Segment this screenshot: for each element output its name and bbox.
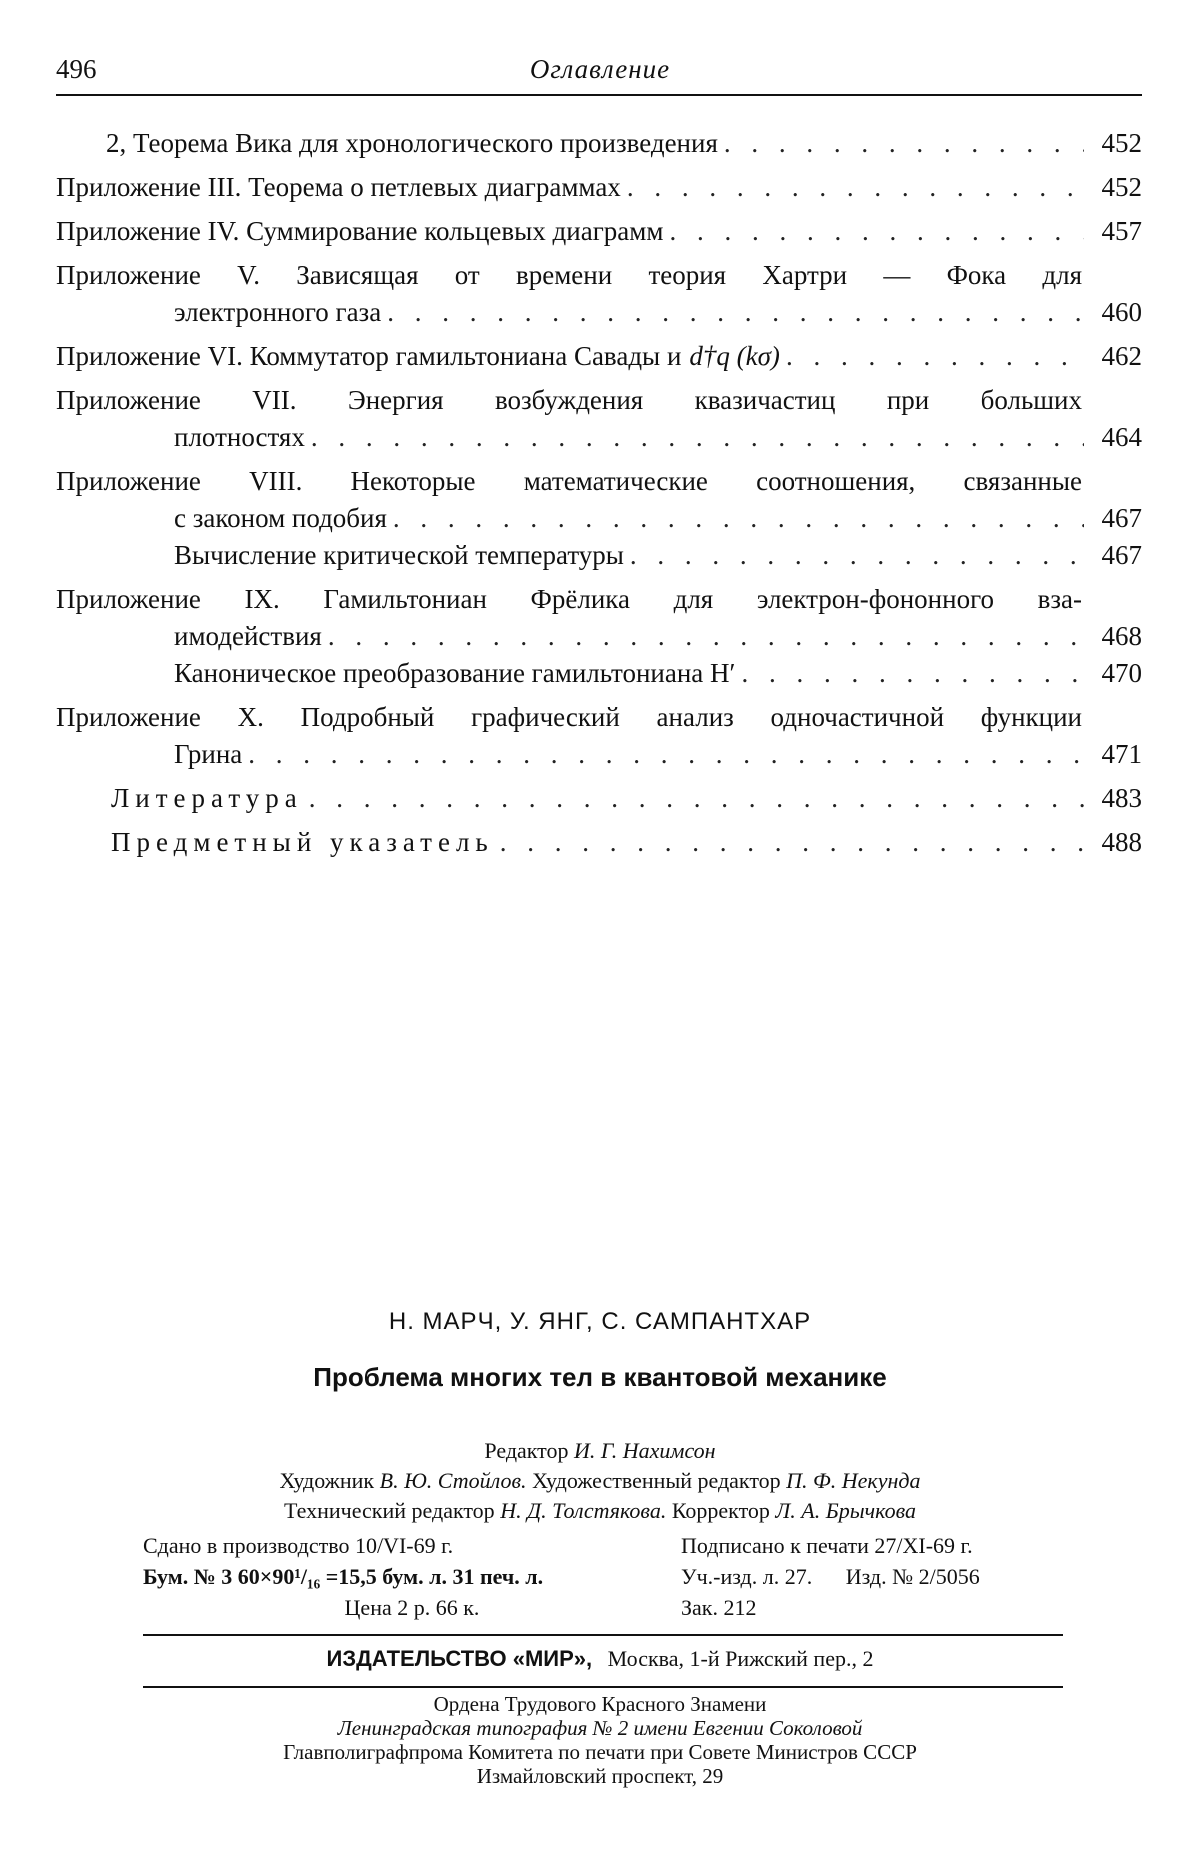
- publisher: [0, 1646, 1200, 1672]
- dot-leader: [669, 213, 1084, 250]
- authors: Н. МАРЧ, У. ЯНГ, С. САМПАНТХАР: [388, 1308, 812, 1335]
- dot-leader: [393, 500, 1084, 537]
- toc-entry: [56, 463, 1142, 537]
- toc-page-number: 452: [1101, 172, 1142, 202]
- editor-name: И. Г. Нахимсон: [574, 1438, 716, 1463]
- print-data: [143, 1530, 1063, 1623]
- toc-entry-title: Каноническое преобразование гамильтониана H′: [174, 658, 736, 688]
- dot-leader: [630, 537, 1084, 574]
- edition-number: Изд. № 2/5056: [845, 1564, 980, 1589]
- toc-entry-title: 2, Теорема Вика для хронологического произведения: [106, 128, 718, 158]
- toc-entry-title-continued: Грина: [174, 739, 243, 769]
- corrector-name: Л. А. Брычкова: [775, 1498, 916, 1523]
- toc-entry-title: Приложение X. Подробный графический анализ одночастичной функции: [56, 702, 1082, 732]
- formula: d†q (kσ): [689, 341, 780, 371]
- toc-entry-title: Приложение IV. Суммирование кольцевых диаграмм: [56, 216, 664, 246]
- printer: [0, 1692, 1200, 1788]
- artist-name: В. Ю. Стойлов.: [379, 1468, 527, 1493]
- toc-entry-title: Приложение VIII. Некоторые математические соотношения, связанные: [56, 466, 1082, 496]
- dot-leader: [741, 655, 1084, 692]
- toc-entry-title: Литература: [111, 783, 303, 813]
- toc-page-number: 471: [1101, 739, 1142, 769]
- toc-page-number: 457: [1101, 216, 1142, 246]
- toc-page-number: 488: [1101, 827, 1142, 857]
- edition-sheets: Уч.-изд. л. 27.: [681, 1564, 813, 1589]
- artist-label: Художник: [279, 1468, 375, 1493]
- art-editor-label: Художественный редактор: [532, 1468, 781, 1493]
- toc-entry: [56, 213, 1142, 250]
- art-editor-name: П. Ф. Некунда: [786, 1468, 921, 1493]
- page-number: 496: [56, 54, 97, 84]
- publisher-address: Москва, 1-й Рижский пер., 2: [607, 1646, 874, 1671]
- toc-entry-title: Приложение VI. Коммутатор гамильтониана Савады и: [56, 341, 682, 371]
- dot-leader: [786, 338, 1084, 375]
- toc-entry-title-continued: имодействия: [174, 621, 322, 651]
- toc-entry-title: Предметный указатель: [111, 827, 494, 857]
- order-number: Зак. 212: [681, 1595, 757, 1620]
- toc-subentry: [56, 537, 1142, 574]
- toc-entry: [56, 824, 1142, 861]
- dot-leader: [724, 125, 1084, 162]
- toc-subentry: [56, 655, 1142, 692]
- toc-entry-title: Приложение VII. Энергия возбуждения квазичастиц при больших: [56, 385, 1082, 415]
- toc-page-number: 467: [1101, 540, 1142, 570]
- toc-entry-title: Приложение IX. Гамильтониан Фрёлика для электрон-фононного вза-: [56, 584, 1082, 614]
- toc-entry-title-continued: электронного газа: [174, 297, 382, 327]
- credits: [0, 1436, 1200, 1526]
- dot-leader: [248, 736, 1084, 773]
- toc-entry-title-continued: с законом подобия: [174, 503, 387, 533]
- dot-leader: [328, 618, 1084, 655]
- colophon-rule-top: [143, 1634, 1063, 1636]
- toc-page-number: 467: [1101, 503, 1142, 533]
- toc-page-number: 464: [1101, 422, 1142, 452]
- publisher-name: ИЗДАТЕЛЬСТВО «МИР»,: [326, 1646, 593, 1671]
- printer-line: Главполиграфпрома Комитета по печати при Совете Министров СССР: [283, 1740, 917, 1764]
- toc-page-number: 452: [1101, 128, 1142, 158]
- toc-entry: [56, 338, 1142, 375]
- printer-line: Измайловский проспект, 29: [476, 1764, 724, 1788]
- tech-editor-name: Н. Д. Толстякова.: [500, 1498, 667, 1523]
- toc-page-number: 462: [1101, 341, 1142, 371]
- signed-to-print: Подписано к печати 27/XI-69 г.: [681, 1533, 973, 1558]
- paper-format: Бум. № 3 60×90¹/₁₆ =15,5 бум. л. 31 печ. л.: [143, 1564, 544, 1589]
- toc-page-number: 460: [1101, 297, 1142, 327]
- toc-page-number: 468: [1101, 621, 1142, 651]
- colophon-rule-bottom: [143, 1686, 1063, 1688]
- dot-leader: [311, 419, 1084, 456]
- toc-entry-title-continued: плотностях: [174, 422, 305, 452]
- toc-entry: [56, 699, 1142, 773]
- printer-line: Ленинградская типография № 2 имени Евгении Соколовой: [337, 1716, 863, 1740]
- tech-editor-label: Технический редактор: [284, 1498, 495, 1523]
- price: Цена 2 р. 66 к.: [344, 1595, 480, 1620]
- toc-entry-title: Приложение V. Зависящая от времени теория Хартри — Фока для: [56, 260, 1082, 290]
- printer-line: Ордена Трудового Красного Знамени: [433, 1692, 767, 1716]
- toc-entry: [56, 257, 1142, 331]
- toc-entry: [56, 169, 1142, 206]
- running-header: [56, 54, 1144, 90]
- toc-page-number: 470: [1101, 658, 1142, 688]
- dot-leader: [500, 824, 1084, 861]
- running-title: Оглавление: [529, 54, 671, 84]
- editor-label: Редактор: [484, 1438, 569, 1463]
- dot-leader: [627, 169, 1084, 206]
- header-rule: [56, 94, 1142, 96]
- toc-page-number: 483: [1101, 783, 1142, 813]
- toc-entry: [56, 125, 1142, 162]
- corrector-label: Корректор: [671, 1498, 770, 1523]
- toc-entry: [56, 382, 1142, 456]
- table-of-contents: [56, 125, 1142, 868]
- toc-entry-title: Вычисление критической температуры: [174, 540, 624, 570]
- toc-entry: [56, 780, 1142, 817]
- dot-leader: [387, 294, 1084, 331]
- toc-entry-title: Приложение III. Теорема о петлевых диаграммах: [56, 172, 621, 202]
- sent-to-production: Сдано в производство 10/VI-69 г.: [143, 1533, 454, 1558]
- book-title: Проблема многих тел в квантовой механике: [313, 1362, 887, 1392]
- dot-leader: [309, 780, 1084, 817]
- toc-entry: [56, 581, 1142, 655]
